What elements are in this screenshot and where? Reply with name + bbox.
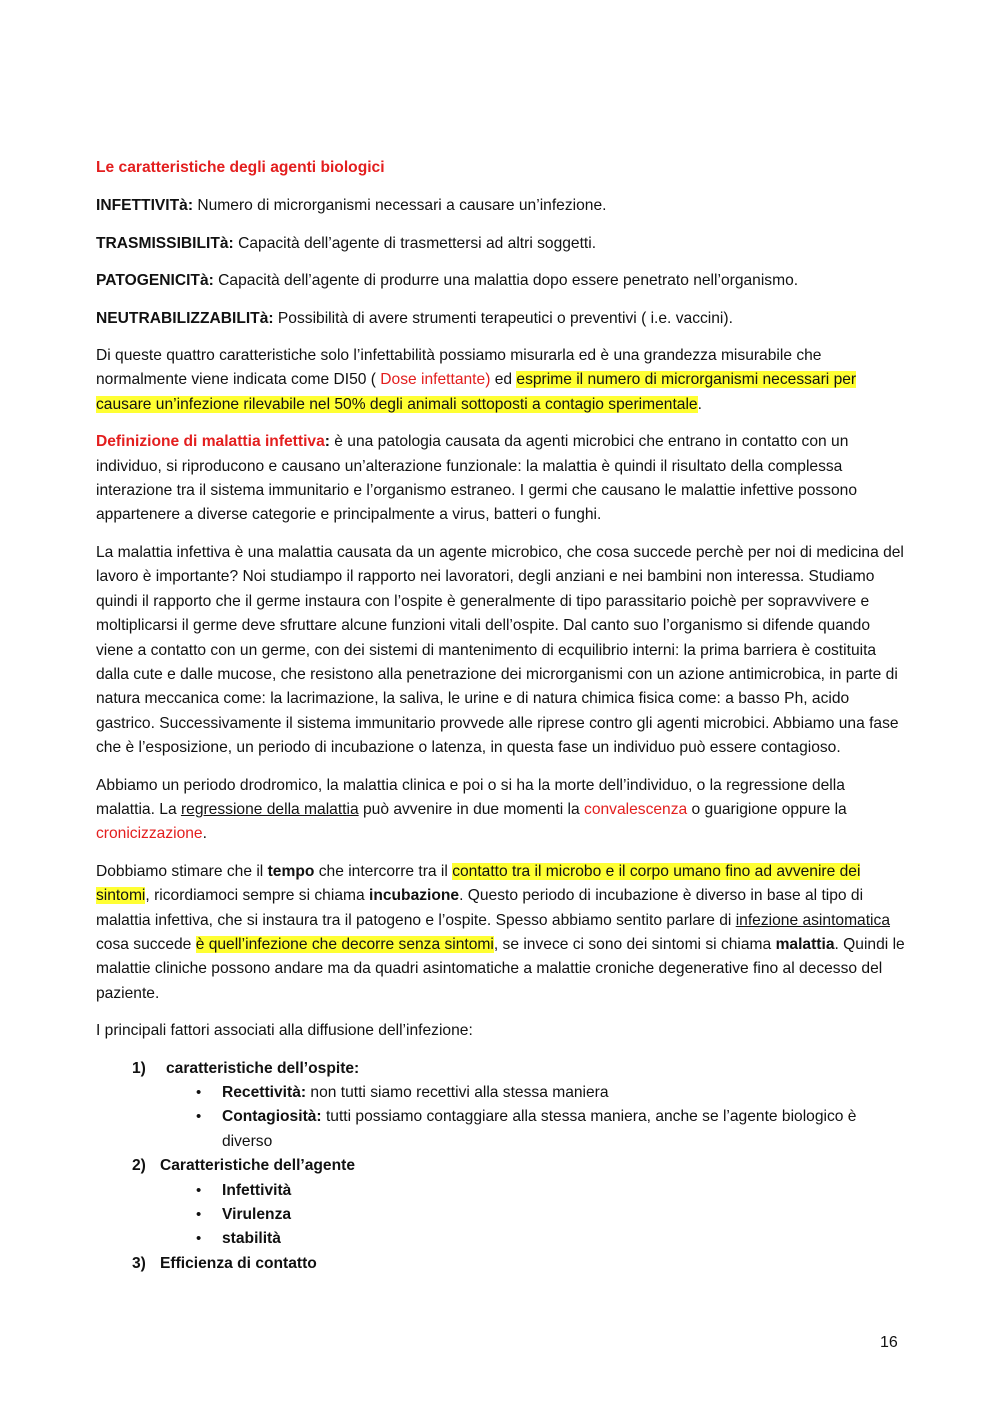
red-text: convalescenza	[584, 800, 688, 818]
bold-text: malattia	[775, 935, 835, 953]
list-item	[96, 1057, 906, 1081]
text-run: .	[697, 395, 702, 413]
underlined-text: infezione asintomatica	[735, 911, 890, 929]
term: PATOGENICITà:	[96, 272, 214, 290]
text-run: è una patologia causata da agenti microbici che entrano in contatto con un individuo, si riproducono e causano un’alterazione funzionale: la malattia è quindi il risultato della complessa interazione tra il sistema immunitario e l’organismo estraneo. I germi che causano le malattie infettive possono appartenere a diverse categorie e principalmente a virus, batteri o funghi.	[96, 433, 857, 524]
list-label: Caratteristiche dell’agente	[160, 1157, 355, 1175]
bullet-list	[96, 1179, 906, 1252]
list-item	[96, 1154, 906, 1178]
term: Virulenza	[222, 1206, 292, 1224]
list-number: 2)	[132, 1157, 146, 1175]
red-bold-term: Definizione di malattia infettiva	[96, 433, 325, 451]
text-run: Dobbiamo stimare che il	[96, 862, 268, 880]
definition-neutrabilizzabilita	[96, 307, 906, 331]
list-item	[96, 1105, 906, 1154]
bullet-icon: •	[196, 1084, 202, 1101]
definition-text: Capacità dell’agente di trasmettersi ad altri soggetti.	[233, 234, 597, 252]
text-run: .	[202, 825, 207, 843]
bullet-icon: •	[196, 1108, 202, 1126]
bold-text: incubazione	[368, 887, 460, 905]
text-run: non tutti siamo recettivi alla stessa maniera	[306, 1084, 609, 1101]
bullet-icon: •	[196, 1230, 202, 1248]
bullet-icon: •	[196, 1206, 202, 1224]
text-run: che intercorre tra il	[314, 862, 453, 880]
definition-text: Possibilità di avere strumenti terapeutici o preventivi ( i.e. vaccini).	[273, 309, 733, 327]
paragraph-periodo	[96, 774, 906, 847]
list-number: 1)	[132, 1059, 146, 1077]
text-run: Di queste quattro caratteristiche solo l’infettabilità possiamo misurarla ed è una grandezza misurabile che normalmente viene indicata come DI50 (	[96, 347, 822, 389]
definition-infettivita	[96, 194, 906, 218]
section-title: Le caratteristiche degli agenti biologici	[96, 159, 385, 176]
text-run: tutti possiamo contaggiare alla stessa maniera, anche se l’agente biologico è diverso	[222, 1108, 857, 1150]
list-item	[96, 1203, 906, 1227]
highlighted-text: è quell’infezione che decorre senza sintomi	[195, 935, 494, 953]
list-label: Efficienza di contatto	[160, 1254, 317, 1272]
paragraph-fattori: I principali fattori associati alla diffusione dell’infezione:	[96, 1022, 473, 1040]
term: Infettività	[222, 1181, 292, 1199]
text-run: o guarigione oppure la	[687, 800, 847, 818]
text-run: può avvenire in due momenti la	[358, 800, 585, 818]
red-text: cronicizzazione	[96, 825, 203, 843]
list-item	[96, 1252, 906, 1276]
list-label: caratteristiche dell’ospite:	[166, 1059, 360, 1077]
text-run: . Quindi le malattie cliniche possono andare ma da quadri asintomatiche a malattie croniche degenerative fino al decesso del paziente.	[96, 935, 905, 1002]
underlined-text: regressione della malattia	[180, 800, 359, 818]
paragraph-malattia: La malattia infettiva è una malattia causata da un agente microbico, che cosa succede perchè per noi di medicina del lavoro è importante? Noi studiampo il rapporto nei lavoratori, degli anziani e nei bambini non interessa. Studiamo quindi il rapporto che il germe instaura con l’ospite è generalmente di tipo parassitario poichè per sopravvivere e moltiplicarsi il germe deve sfruttare alcune funzioni vitali dell’ospite. Dal canto suo l’organismo si difende quando viene a contatto con un germe, con dei sistemi di mantenimento di ecquilibrio interni: la prima barriera è costituita dalla cute e dalle mucose, che resistono alla penetrazione dei microrganismi con un azione antimicrobica, in parte di natura meccanica come: la lacrimazione, la saliva, le urine e di natura chimica fisica come: a basso Ph, acido gastrico. Successivamente il sistema immunitario provvede alle riprese contro gli agenti microbici. Abbiamo una fase che è l’esposizione, un periodo di incubazione o latenza, in questa fase un individuo può essere contagioso.	[96, 543, 904, 757]
term: stabilità	[222, 1230, 281, 1248]
highlighted-text: esprime il numero di microrganismi necessari per causare un’infezione rilevabile nel 50% degli animali sottoposti a contagio sperimentale	[96, 371, 857, 413]
page-number: 16	[880, 1334, 898, 1351]
definition-patogenicita	[96, 269, 906, 293]
list-item	[96, 1081, 906, 1105]
term: NEUTRABILIZZABILITà:	[96, 309, 274, 327]
term: TRASMISSIBILITà:	[96, 234, 234, 252]
paragraph-tempo	[96, 860, 906, 1006]
document-page	[96, 156, 906, 1276]
bullet-list	[96, 1081, 906, 1154]
term: Recettività:	[222, 1084, 307, 1101]
text-run: cosa succede	[96, 935, 196, 953]
definition-text: Numero di microrganismi necessari a causare un’infezione.	[193, 197, 607, 215]
text-run: Abbiamo un periodo drodromico, la malattia clinica e poi o si ha la morte dell’individuo, o la regressione della malattia. La	[96, 776, 845, 818]
colon: :	[324, 433, 330, 451]
text-run: , ricordiamoci sempre si chiama	[145, 887, 369, 905]
text-run: . Questo periodo di incubazione è diverso in base al tipo di malattia infettiva, che si instaura tra il patogeno e l’ospite. Spesso abbiamo sentito parlare di	[96, 887, 864, 929]
definition-trasmissibilita	[96, 232, 906, 256]
bullet-icon: •	[196, 1181, 202, 1199]
paragraph-di50	[96, 344, 906, 417]
bold-text: tempo	[267, 862, 315, 880]
paragraph-definition	[96, 430, 906, 528]
definition-text: Capacità dell’agente di produrre una malattia dopo essere penetrato nell’organismo.	[213, 272, 799, 290]
text-run: ed	[490, 371, 517, 389]
highlighted-text: contatto tra il microbo e il corpo umano fino ad avvenire dei sintomi	[96, 862, 861, 905]
numbered-list	[96, 1057, 906, 1277]
text-run: , se invece ci sono dei sintomi si chiama	[493, 935, 776, 953]
list-item	[96, 1179, 906, 1203]
list-number: 3)	[132, 1254, 146, 1272]
red-text: Dose infettante)	[380, 371, 491, 389]
term: INFETTIVITà:	[96, 197, 194, 215]
list-item	[96, 1227, 906, 1251]
term: Contagiosità:	[222, 1108, 322, 1126]
